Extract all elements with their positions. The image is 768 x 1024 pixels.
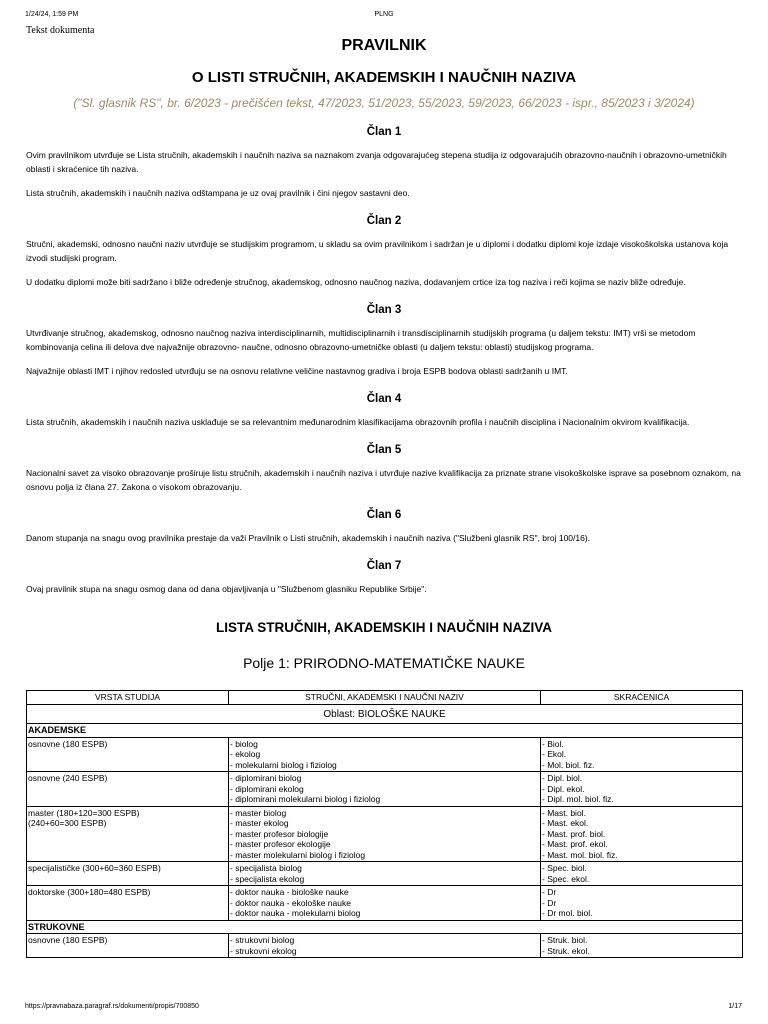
cell-line: - master profesor ekologije [230, 839, 331, 849]
article-paragraph: Stručni, akademski, odnosno naučni naziv utvrđuje se studijskim programom, u skladu sa ovim pravilnikom i sadržan je u diplomi i dodatku diplomi koje izdaje visokoškolska ustanova koja izvodi studijski program. [26, 239, 729, 263]
group-label: AKADEMSKE [27, 724, 743, 738]
cell-line: - molekularni biolog i fiziolog [230, 759, 337, 770]
article-title: Član 2 [366, 215, 402, 227]
cell-line: osnovne (240 ESPB) [28, 773, 108, 783]
cell-line: - Spec. biol. [542, 863, 587, 873]
page-number: 1/17 [728, 1003, 742, 1010]
cell-line: doktorske (300+180=480 ESPB) [28, 887, 151, 897]
title-name-cell [229, 934, 541, 958]
cell-line: - diplomirani molekularni biolog i fiziolog [230, 794, 381, 804]
abbreviation-cell [541, 934, 743, 958]
cell-line: - master biolog [230, 807, 287, 818]
title-name-cell [229, 886, 541, 921]
document-title: PRAVILNIK [341, 37, 427, 54]
article-paragraph: Najvažnije oblasti IMT i njihov redosled utvrđuju se na osnovu relativne veličine nastavnog gradiva i broja ESPB bodova oblasti sadržanih u IMT. [26, 366, 568, 376]
cell-line: - Struk. ekol. [542, 945, 590, 956]
cell-line: - Mol. biol. fiz. [542, 759, 595, 770]
cell-line: - Mast. mol. biol. fiz. [542, 849, 618, 860]
cell-line: master (180+120=300 ESPB) [28, 807, 140, 818]
cell-line: - strukovni ekolog [230, 945, 297, 956]
print-datetime: 1/24/24, 1:59 PM [25, 11, 79, 18]
cell-line: - biolog [230, 738, 258, 749]
column-header: STRUČNI, AKADEMSKI I NAUČNI NAZIV [229, 691, 541, 705]
cell-line: - Dr [542, 887, 557, 897]
cell-line: - Dipl. biol. [542, 773, 583, 783]
title-name-cell [229, 772, 541, 807]
document-label: Tekst dokumenta [26, 25, 95, 36]
cell-line: - specijalista ekolog [230, 873, 305, 884]
group-row [27, 724, 743, 738]
cell-line: - Spec. ekol. [542, 873, 590, 884]
study-type-cell [27, 772, 229, 807]
title-name-cell [229, 862, 541, 886]
cell-line: - Dipl. ekol. [542, 783, 585, 794]
article-paragraph: U dodatku diplomi može biti sadržano i bliže određenje stručnog, akademskog, odnosno naučnog naziva, dodavanjem crtice iza tog naziva i reči kojima se naziv bliže određuje. [26, 277, 686, 287]
cell-line: - ekolog [230, 749, 261, 759]
table-row [27, 862, 743, 886]
cell-line: - Mast. prof. ekol. [542, 839, 608, 849]
title-name-cell [229, 806, 541, 862]
article-paragraph: Ovaj pravilnik stupa na snagu osmog dana od dana objavljivanja u "Službenom glasniku Republike Srbije". [26, 584, 427, 594]
cell-line: - doktor nauka - molekularni biolog [230, 908, 361, 918]
cell-line: - Ekol. [542, 749, 567, 759]
cell-line: - master ekolog [230, 818, 289, 828]
cell-line: - Mast. biol. [542, 807, 586, 818]
cell-line: - Mast. prof. biol. [542, 828, 606, 839]
article-title: Član 1 [366, 126, 402, 138]
title-name-cell [229, 737, 541, 772]
study-type-cell [27, 806, 229, 862]
cell-line: - doktor nauka - biološke nauke [230, 887, 349, 897]
study-type-cell [27, 862, 229, 886]
study-type-cell [27, 737, 229, 772]
oblast-label: Oblast: BIOLOŠKE NAUKE [27, 704, 743, 724]
abbreviation-cell [541, 886, 743, 921]
table-row [27, 886, 743, 921]
cell-line: - Struk. biol. [542, 935, 588, 945]
list-title: LISTA STRUČNIH, AKADEMSKIH I NAUČNIH NAZIVA [216, 620, 552, 635]
cell-line: - Dipl. mol. biol. fiz. [542, 794, 614, 804]
article-paragraph: Lista stručnih, akademskih i naučnih naziva usklađuje se sa relevantnim međunarodnim klasifikacijama obrazovnih profila i naučnih disciplina i Nacionalnim okvirom kvalifikacija. [26, 417, 690, 427]
titles-table [26, 690, 743, 958]
table-row [27, 737, 743, 772]
article-title: Član 7 [366, 560, 402, 572]
cell-line: - master profesor biologije [230, 828, 329, 839]
cell-line: (240+60=300 ESPB) [28, 818, 107, 828]
field-title: Polje 1: PRIRODNO-MATEMATIČKE NAUKE [243, 655, 525, 671]
article-paragraph: Ovim pravilnikom utvrđuje se Lista stručnih, akademskih i naučnih naziva sa naznakom zvanja odgovarajućeg stepena studija iz odgovarajućih obrazovno-naučnih i obrazovno-umetničkih oblasti i skraćenice tih naziva. [26, 150, 727, 174]
abbreviation-cell [541, 737, 743, 772]
footer-url: https://pravnabaza.paragraf.rs/dokumenti/propis/700850 [25, 1003, 199, 1010]
cell-line: - specijalista biolog [230, 863, 302, 873]
group-row [27, 920, 743, 934]
table-row [27, 806, 743, 862]
study-type-cell [27, 934, 229, 958]
article-title: Član 6 [366, 509, 402, 521]
article-paragraph: Nacionalni savet za visoko obrazovanje proširuje listu stručnih, akademskih i naučnih naziva i utvrđuje nazive kvalifikacija za priznate strane visokoškolske isprave sa posebnom oznakom, na osnovu polja iz člana 27. Zakona o visokom obrazovanju. [26, 468, 741, 492]
study-type-cell [27, 886, 229, 921]
article-paragraph: Utvrđivanje stručnog, akademskog, odnosno naučnog naziva interdisciplinarnih, multidisciplinarnih i transdisciplinarnih studijskih programa (u daljem tekstu: IMT) vrši se metodom kombinovanja celina ili delova dve najvažnije obrazovno- naučne, odnosno obrazovno-umetničke oblasti (u daljem tekstu: oblasti) studijskog programa. [26, 328, 696, 352]
cell-line: - strukovni biolog [230, 935, 295, 945]
cell-line: - diplomirani biolog [230, 773, 302, 783]
article-title: Član 4 [366, 393, 402, 405]
oblast-row [27, 704, 743, 724]
document-subtitle: O LISTI STRUČNIH, AKADEMSKIH I NAUČNIH NAZIVA [191, 69, 577, 86]
cell-line: - Dr [542, 897, 557, 908]
column-header: SKRAĆENICA [541, 691, 743, 705]
cell-line: - master molekularni biolog i fiziolog [230, 849, 366, 860]
article-title: Član 3 [366, 304, 402, 316]
cell-line: - doktor nauka - ekološke nauke [230, 897, 351, 908]
table-row [27, 934, 743, 958]
article-title: Član 5 [366, 444, 402, 456]
abbreviation-cell [541, 862, 743, 886]
table-row [27, 772, 743, 807]
cell-line: - diplomirani ekolog [230, 783, 304, 794]
cell-line: - Biol. [542, 738, 564, 749]
group-label: STRUKOVNE [27, 920, 743, 934]
cell-line: osnovne (180 ESPB) [28, 935, 108, 945]
gazette-reference: ("Sl. glasnik RS", br. 6/2023 - prečišćen tekst, 47/2023, 51/2023, 55/2023, 59/2023, 66/2023 - ispr., 85/2023 i 3/2024) [73, 96, 695, 110]
cell-line: osnovne (180 ESPB) [28, 738, 108, 749]
articles [26, 126, 742, 596]
cell-line: specijalističke (300+60=360 ESPB) [28, 863, 161, 873]
abbreviation-cell [541, 772, 743, 807]
abbreviation-cell [541, 806, 743, 862]
table-header-row [27, 691, 743, 705]
cell-line: - Dr mol. biol. [542, 908, 593, 918]
article-paragraph: Danom stupanja na snagu ovog pravilnika prestaje da važi Pravilnik o Listi stručnih, akademskih i naučnih naziva ("Službeni glasnik RS", broj 100/16). [26, 533, 591, 543]
print-site-name: PLNG [374, 11, 394, 18]
cell-line: - Mast. ekol. [542, 818, 589, 828]
article-paragraph: Lista stručnih, akademskih i naučnih naziva odštampana je uz ovaj pravilnik i čini njegov sastavni deo. [26, 188, 410, 198]
column-header: VRSTA STUDIJA [27, 691, 229, 705]
document-body [26, 37, 742, 958]
